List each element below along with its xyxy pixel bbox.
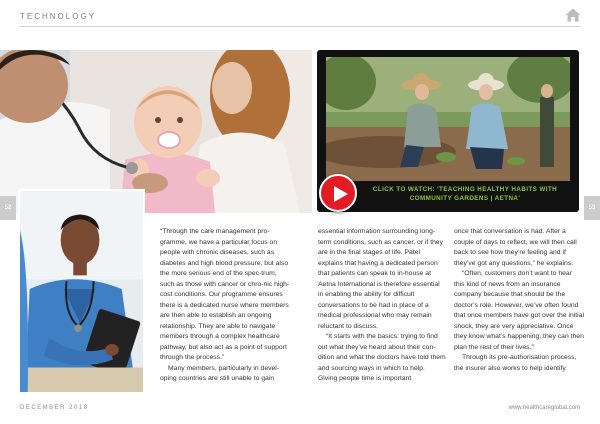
paragraph: essential information surrounding long-term conditions, such as cancer, or if they are in the final stages of life. Patel explains that having a dedicated person that patients can speak to in-house at Aetna International is therefore essential in enabling the ability for difficult conversations to be had in place of a medical professional who may remain reluctant to discuss.	[318, 228, 444, 330]
page-number-right: 53	[584, 196, 600, 220]
issue-date: DECEMBER 2018	[20, 405, 89, 411]
section-label: TECHNOLOGY	[20, 12, 97, 21]
gardening-photo[interactable]	[326, 57, 570, 181]
video-caption-line-2: COMMUNITY GARDENS | AETNA'	[409, 195, 521, 202]
paragraph: Through its pre-authorisation process, the insurer also works to help identify	[454, 354, 577, 372]
doctor-photo	[18, 189, 145, 394]
page-number-left: 52	[0, 196, 16, 220]
paragraph: once that conversation is had. After a couple of days to reflect, we will then call back to see how they’re feeling and if they’ve got any questions,” he explains.	[454, 228, 577, 267]
website-link[interactable]: www.healthcareglobal.com	[508, 405, 580, 411]
paragraph: “Often, customers don’t want to hear this kind of news from an insurance company because that should be the doctor’s role. However, we’ve often found that once members have got over the initial shock, they are very appreciative. Once they know what’s happening, they can then plan the rest of their lives.”	[454, 270, 584, 351]
paragraph: “It starts with the basics: trying to find out what they’ve heard about their con-dition and what the doctors have told them and sourcing ways in which to help. Giving people time is important	[318, 333, 446, 382]
play-icon	[333, 185, 349, 203]
video-caption-line-1: CLICK TO WATCH: 'TEACHING HEALTHY HABITS WITH	[372, 186, 558, 193]
paragraph: Many members, particularly in devel-oping countries are still unable to gain	[160, 364, 280, 382]
paragraph: “Through the care management pro-gramme, we have a particular focus on people with chronic diseases, such as diabetes and high blood pressure, but also the more serious end of the spec-trum, such as those with cancer or chro-nic high-cost conditions. Our programme ensures there is a dedicated nurse where members are then able to establish an ongoing relationship. They are able to navigate members through a complex healthcare pathway, but also act as a point of support through the process.”	[160, 228, 290, 361]
header-divider	[20, 26, 580, 27]
article-column-3	[454, 227, 584, 374]
play-button[interactable]	[319, 174, 357, 212]
video-caption[interactable]	[360, 185, 570, 203]
article-column-2	[318, 227, 446, 385]
home-icon[interactable]	[565, 8, 581, 22]
article-column-1	[160, 227, 292, 385]
